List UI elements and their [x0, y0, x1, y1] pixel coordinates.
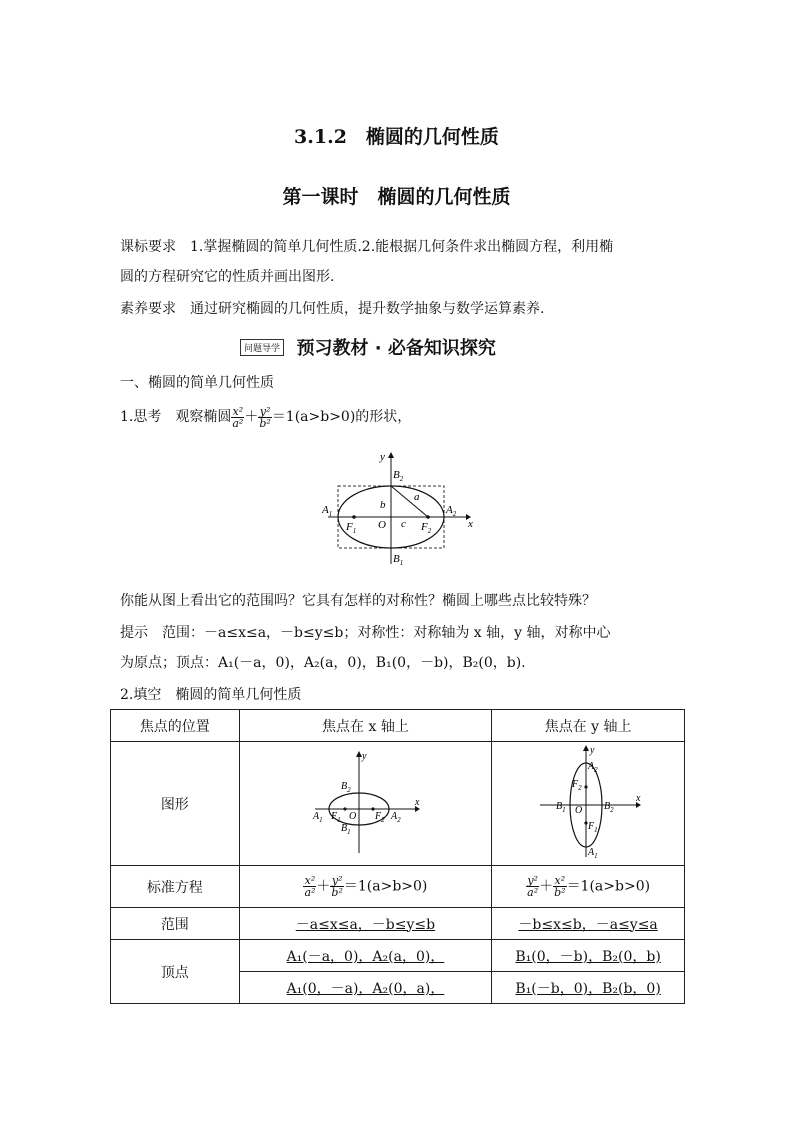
header-y-axis: 焦点在 y 轴上: [492, 710, 685, 742]
fraction-y: $\frac{\text{y²}}{\text{b²}}$: [259, 404, 271, 430]
hint-line-1: 提示 范围：－a≤x≤a，－b≤y≤b；对称性：对称轴为 x 轴，y 轴，对称中心: [120, 625, 611, 641]
svg-text:A1: $A_1$: [313, 810, 324, 824]
svg-text:x: x: [415, 796, 420, 808]
range-y-focus: －b≤x≤b，－a≤y≤a: [492, 908, 685, 940]
x-label: x: [468, 518, 473, 530]
row-label-range: 范围: [111, 908, 240, 940]
label-A1: $A_1$: [322, 504, 333, 518]
y-label: y: [380, 451, 385, 463]
label-F2: $F_2$: [421, 521, 432, 535]
hint-line-2: 为原点；顶点：A₁(－a，0)，A₂(a，0)，B₁(0，－b)，B₂(0，b).: [120, 655, 526, 671]
segment-a: [391, 486, 428, 517]
label-B1: $B_1$: [393, 553, 404, 567]
think-prompt: 1.思考 观察椭圆 $\frac{\text{x²}}{\text{a²}}$ ＋ $\frac{\text{y²}}{\text{b²}}$ ＝1(a>b>0)的形状，: [120, 404, 412, 430]
label-B2: $B_2$: [393, 469, 404, 483]
svg-text:x: x: [636, 792, 641, 804]
svg-text:y: y: [590, 744, 595, 756]
row-label-figure: 图形: [111, 742, 240, 866]
heading-properties: 一、椭圆的简单几何性质: [120, 375, 274, 391]
properties-table: [110, 709, 685, 1004]
svg-text:B1: $B_1$: [341, 822, 352, 836]
svg-text:B2: $B_2$: [604, 800, 614, 814]
figure-x-focus: [239, 742, 492, 866]
equation-x-focus: $\frac{\text{x²}}{\text{a²}}$ ＋ $\frac{\text{y²}}{\text{b²}}$ ＝1(a>b>0): [239, 866, 492, 908]
table-header-row: [111, 710, 685, 742]
svg-text:A2: $A_2$: [588, 760, 598, 774]
svg-text:O: O: [349, 810, 357, 822]
requirements-line-1: 课标要求 1.掌握椭圆的简单几何性质.2.能根据几何条件求出椭圆方程，利用椭: [120, 239, 614, 255]
row-label-equation: 标准方程: [111, 866, 240, 908]
table-row-range: [111, 908, 685, 940]
figure-y-focus: [492, 742, 685, 866]
banner-tag: 问题导学: [240, 339, 284, 356]
table-row-figure: [111, 742, 685, 866]
vertex-y-focus-b2: B₁(－b，0)，B₂(b，0): [492, 972, 685, 1004]
svg-text:B2: $B_2$: [341, 780, 352, 794]
literacy-requirements: 素养要求 通过研究椭圆的几何性质，提升数学抽象与数学运算素养.: [120, 301, 545, 317]
svg-text:F2: $F_2$: [375, 810, 386, 824]
horizontal-ellipse-figure: [305, 747, 425, 857]
label-O: O: [378, 519, 386, 531]
label-A2: $A_2$: [446, 504, 457, 518]
svg-text:F2: $F_2$: [572, 778, 582, 792]
header-focus-position: 焦点的位置: [111, 710, 240, 742]
svg-text:O: O: [575, 804, 583, 816]
section-banner: [240, 334, 496, 360]
banner-title: 预习教材 · 必备知识探究: [296, 338, 496, 359]
equation-y-focus: $\frac{\text{y²}}{\text{a²}}$ ＋ $\frac{\text{x²}}{\text{b²}}$ ＝1(a>b>0): [492, 866, 685, 908]
svg-text:B1: $B_1$: [556, 800, 566, 814]
vertex-x-focus-a2: A₁(0，－a)，A₂(0，a)，: [239, 972, 492, 1004]
ellipse-figure: [318, 448, 478, 568]
label-F1: $F_1$: [346, 521, 357, 535]
table-row-equation: [111, 866, 685, 908]
label-b: b: [380, 499, 386, 511]
question-text: 你能从图上看出它的范围吗？它具有怎样的对称性？椭圆上哪些点比较特殊？: [120, 593, 596, 609]
lesson-title: 第一课时 椭圆的几何性质: [282, 186, 511, 208]
fraction-x: $\frac{\text{x²}}{\text{a²}}$: [232, 404, 244, 430]
label-c: c: [401, 518, 406, 530]
svg-text:A1: $A_1$: [588, 846, 598, 860]
vertex-y-focus-b: B₁(0，－b)，B₂(0，b): [492, 940, 685, 972]
requirements-line-2: 圆的方程研究它的性质并画出图形.: [120, 269, 335, 285]
header-x-axis: 焦点在 x 轴上: [239, 710, 492, 742]
svg-text:F1: $F_1$: [588, 820, 598, 834]
label-a: a: [414, 491, 420, 503]
svg-text:y: y: [362, 750, 367, 762]
range-x-focus: －a≤x≤a，－b≤y≤b: [239, 908, 492, 940]
vertical-ellipse-figure: [528, 743, 648, 861]
vertex-x-focus-a: A₁(－a，0)，A₂(a，0)，: [239, 940, 492, 972]
table-row-vertex-1: [111, 940, 685, 972]
svg-text:A2: $A_2$: [391, 810, 402, 824]
section-title: 3.1.2 椭圆的几何性质: [294, 126, 499, 148]
svg-text:F1: $F_1$: [331, 810, 342, 824]
fill-heading: 2.填空 椭圆的简单几何性质: [120, 687, 302, 703]
row-label-vertex: 顶点: [111, 940, 240, 1004]
